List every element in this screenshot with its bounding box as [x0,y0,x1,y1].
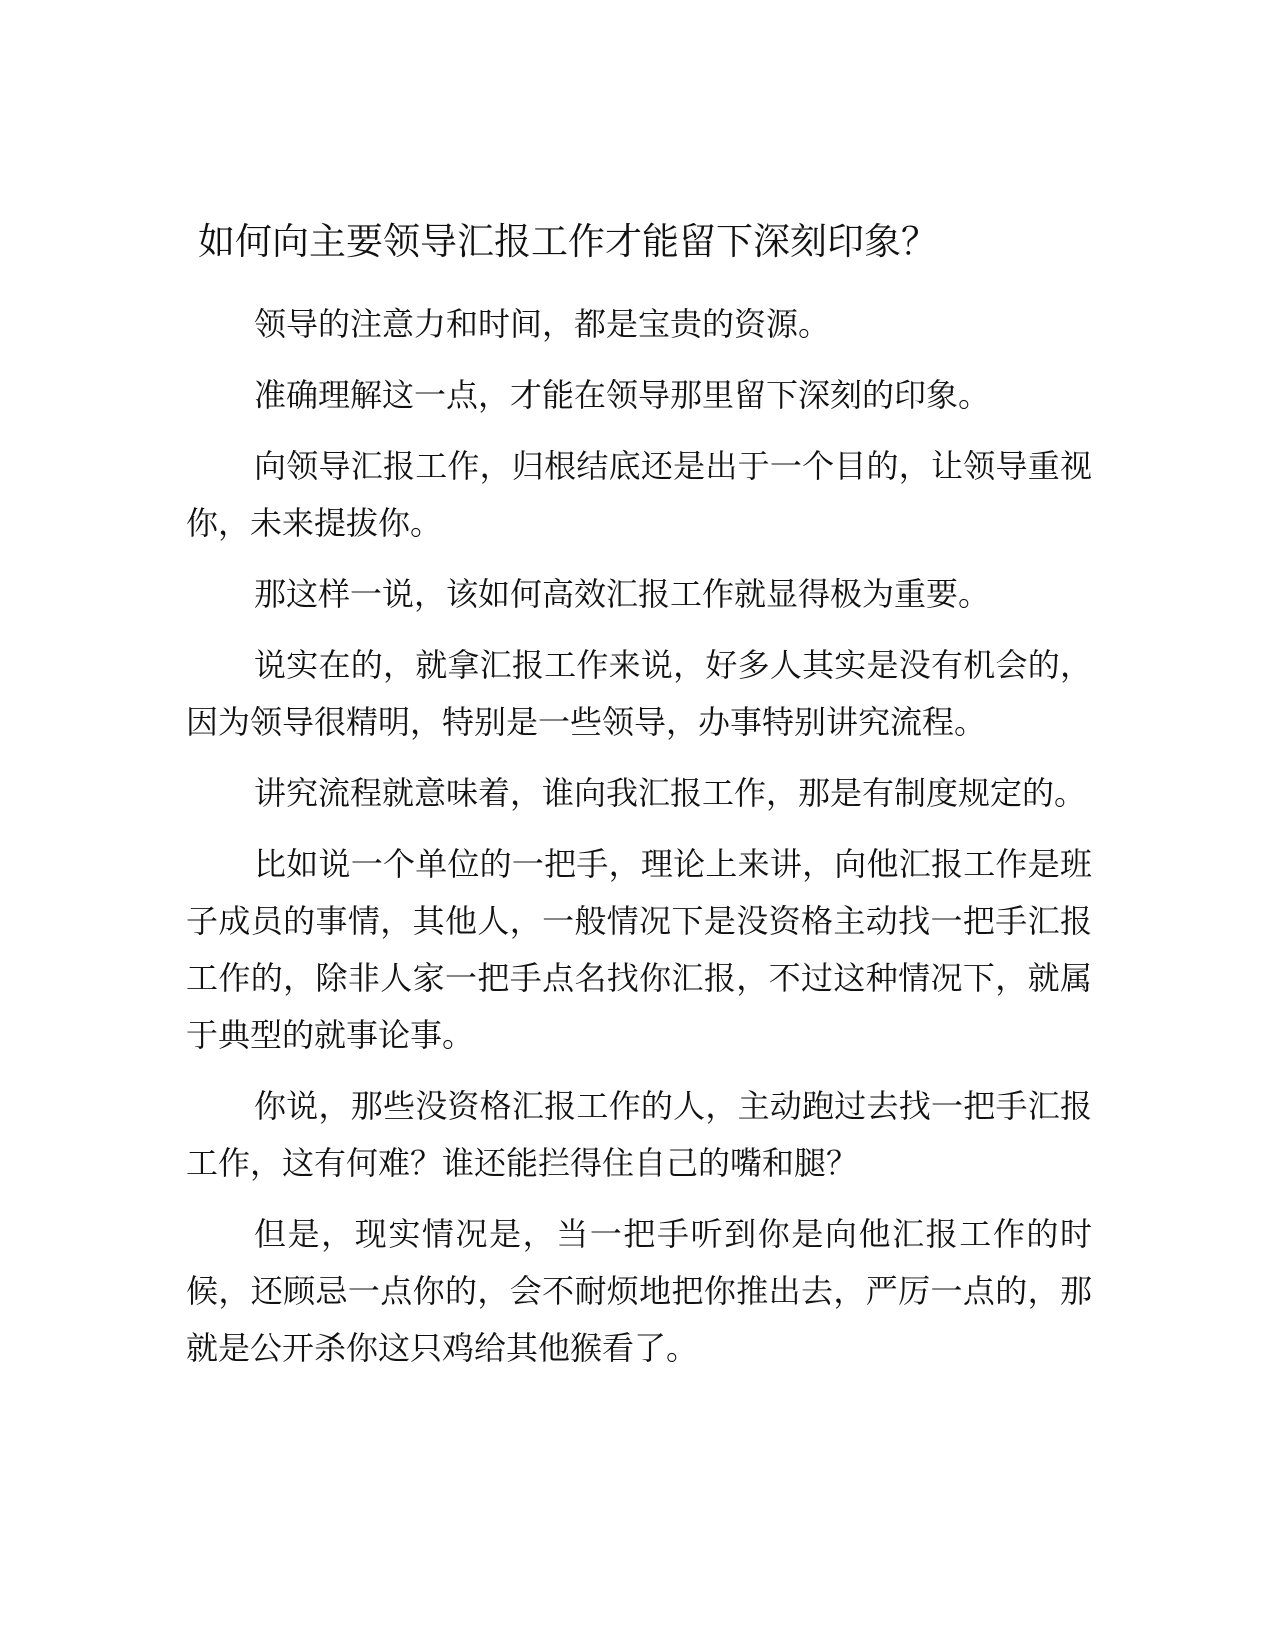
paragraph: 那这样一说，该如何高效汇报工作就显得极为重要。 [254,575,991,613]
paragraph: 你说，那些没资格汇报工作的人，主动跑过去找一把手汇报工作，这有何难？谁还能拦得住自己的嘴和腿？ [186,1087,1092,1182]
paragraph: 但是，现实情况是，当一把手听到你是向他汇报工作的时候，还顾忌一点你的，会不耐烦地把你推出去，严厉一点的，那就是公开杀你这只鸡给其他猴看了。 [186,1215,1092,1367]
paragraph: 比如说一个单位的一把手，理论上来讲，向他汇报工作是班子成员的事情，其他人，一般情况下是没资格主动找一把手汇报工作的，除非人家一把手点名找你汇报，不过这种情况下，就属于典型的就事论事。 [186,845,1092,1054]
paragraph: 准确理解这一点，才能在领导那里留下深刻的印象。 [254,376,991,414]
paragraph: 说实在的，就拿汇报工作来说，好多人其实是没有机会的，因为领导很精明，特别是一些领导，办事特别讲究流程。 [186,646,1092,741]
document-title: 如何向主要领导汇报工作才能留下深刻印象？ [198,220,938,263]
document-body [186,296,1092,1391]
paragraph: 领导的注意力和时间，都是宝贵的资源。 [254,305,831,343]
paragraph: 向领导汇报工作，归根结底还是出于一个目的，让领导重视你，未来提拔你。 [186,447,1092,542]
paragraph: 讲究流程就意味着，谁向我汇报工作，那是有制度规定的。 [254,774,1087,812]
